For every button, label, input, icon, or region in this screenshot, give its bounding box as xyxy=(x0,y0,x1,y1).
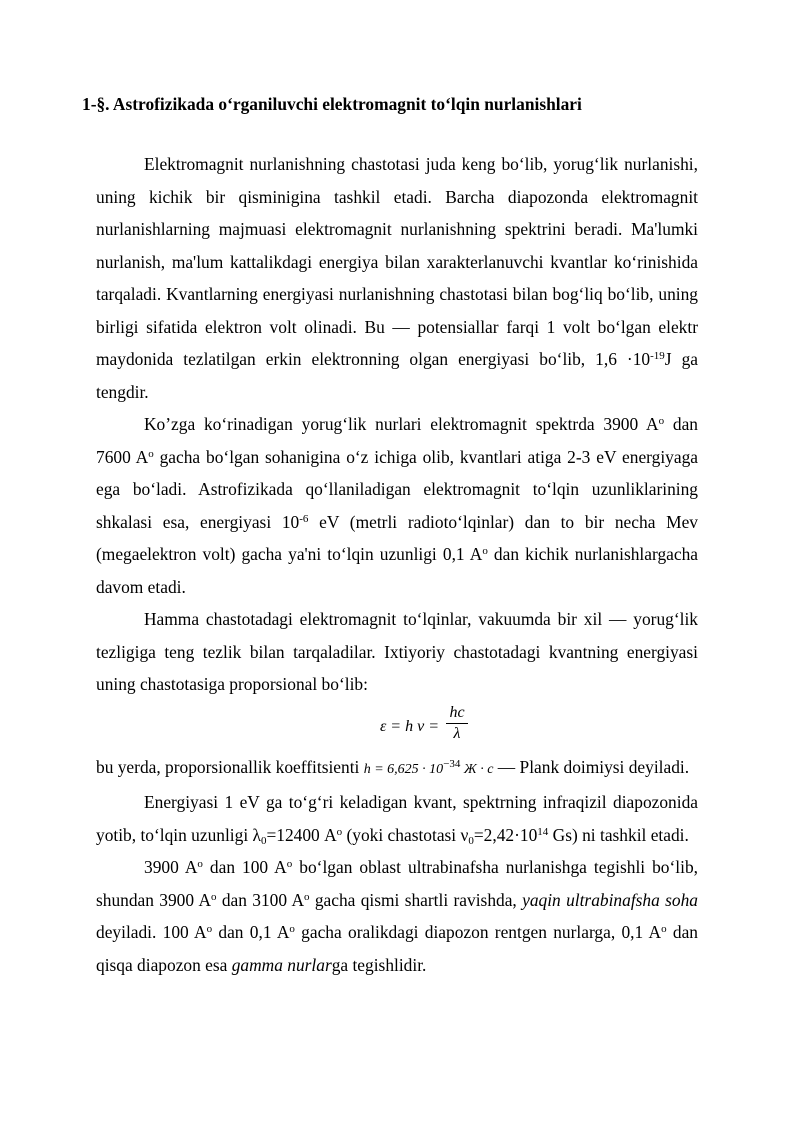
formula-fraction xyxy=(446,703,468,744)
paragraph-4 xyxy=(96,751,698,787)
planck-exponent: −34 xyxy=(443,757,461,770)
p2-text-c: gacha bo‘lgan sohanigina o‘z ichiga olib, kvantlari atiga 2-3 eV energiyaga ega bo‘ladi. Astrofizikada qo‘llaniladigan elektromagnit to‘lqin uzunliklarining shkalasi esa, energiyasi 10 xyxy=(96,446,699,532)
p1-end: J ga tengdir. xyxy=(96,349,699,402)
p6-text-c: bo‘lgan oblast ultrabinafsha nurlanishga tegishli bo‘lib, shundan 3900 A xyxy=(96,857,699,910)
p5-text-c: (yoki chastotasi ν xyxy=(342,824,469,845)
p6-text-i: gacha oralikdagi diapozon rentgen nurlarga, 0,1 A xyxy=(294,922,662,942)
p5-text-a: Energiyasi 1 eV ga to‘g‘ri keladigan kvant, spektrning infraqizil diapozonida yotib, to‘lqin uzunligi λ xyxy=(96,792,698,845)
document-body xyxy=(96,148,698,981)
angstrom-sup: o xyxy=(482,545,488,557)
p6-text-j: dan qisqa diapozon esa xyxy=(96,922,698,975)
paragraph-5 xyxy=(96,786,698,851)
p6-italic-gamma: gamma nurlar xyxy=(231,954,332,975)
planck-unit: Ж · с xyxy=(460,761,494,777)
p5-text-d: =2,42·10 xyxy=(473,824,538,845)
p2-text-d: eV (metrli radioto‘lqinlar) dan to bir necha Mev (megaelektron volt) gacha ya'ni to‘lqin uzunligi 0,1 A xyxy=(96,511,698,564)
planck-value: h = 6,625 · 10 xyxy=(363,761,444,777)
energy-formula xyxy=(96,701,698,751)
p3-text: Hamma chastotadagi elektromagnit to‘lqinlar, vakuumda bir xil — yorug‘lik tezligiga teng tezlik bilan tarqaladilar. Ixtiyoriy chastotadagi kvantning energiyasi uning chastotasiga proporsional bo‘lib: xyxy=(96,609,698,694)
section-heading: 1-§. Astrofizikada o‘rganiluvchi elektromagnit to‘lqin nurlanishlari xyxy=(82,94,582,114)
p5-text-b: =12400 A xyxy=(266,824,337,845)
angstrom-sup: o xyxy=(206,923,213,935)
nu-sub: 0 xyxy=(468,834,474,847)
angstrom-sup: o xyxy=(304,890,310,903)
p4-text-b: — Plank doimiysi deyiladi. xyxy=(493,756,690,777)
lambda-sub: 0 xyxy=(260,834,267,847)
angstrom-sup: o xyxy=(658,415,665,427)
p6-text-l: ga tegishlidir. xyxy=(331,954,427,975)
p2-text-e: dan kichik nurlanishlargacha davom etadi. xyxy=(96,544,698,597)
p6-text-g: deyiladi. 100 A xyxy=(96,922,207,942)
p6-text-h: dan 0,1 A xyxy=(212,922,290,942)
p2-text-a: Ko’zga ko‘rinadigan yorug‘lik nurlari elektromagnit spektrda 3900 A xyxy=(144,414,659,434)
angstrom-sup: o xyxy=(286,858,293,870)
paragraph-6 xyxy=(96,851,698,981)
paragraph-1 xyxy=(96,148,698,408)
p6-text-e: gacha qismi shartli ravishda, xyxy=(309,889,523,910)
angstrom-sup: o xyxy=(661,923,667,935)
formula-numerator: hc xyxy=(446,703,468,724)
p4-text-a: bu yerda, proporsionallik koeffitsienti xyxy=(96,756,364,777)
p6-text-b: dan 100 A xyxy=(202,857,287,877)
p5-text-e: Gs) ni tashkil etadi. xyxy=(548,824,689,845)
angstrom-sup: o xyxy=(148,447,154,460)
formula-denominator: λ xyxy=(453,724,461,742)
angstrom-sup: o xyxy=(336,825,343,838)
p1-text: Elektromagnit nurlanishning chastotasi juda keng bo‘lib, yorug‘lik nurlanishi, uning kichik bir qisminigina tashkil etadi. Barcha diapozonda elektromagnit nurlanishlarning majmuasi elektromagnit nurlanishning spektrini beradi. Ma'lumki nurlanish, ma'lum kattalikdagi energiya bilan xarakterlanuvchi kvantlar ko‘rinishida tarqaladi. Kvantlarning energiyasi nurlanishning chastotasi bilan bog‘liq bo‘lib, uning birligi sifatida elektron volt olinadi. Bu — potensiallar farqi 1 volt bo‘lgan elektr maydonida tezlatilgan erkin elektronning olgan energiyasi bo‘lib, 1,6 ·10 xyxy=(96,154,698,369)
angstrom-sup: o xyxy=(197,858,203,870)
formula-lhs: ε = h ν = xyxy=(380,717,439,735)
angstrom-sup: o xyxy=(211,890,217,903)
p5-exponent: 14 xyxy=(537,825,549,838)
paragraph-2 xyxy=(96,408,698,603)
p6-text-a: 3900 A xyxy=(144,857,198,877)
p6-text-d: dan 3100 A xyxy=(216,889,305,910)
paragraph-3 xyxy=(96,603,698,701)
angstrom-sup: o xyxy=(289,923,295,935)
p6-italic-term: yaqin ultrabinafsha soha xyxy=(522,889,698,910)
p1-exponent: -19 xyxy=(650,350,665,362)
p2-exponent: -6 xyxy=(299,512,309,525)
p2-text-b: dan 7600 A xyxy=(96,414,699,467)
